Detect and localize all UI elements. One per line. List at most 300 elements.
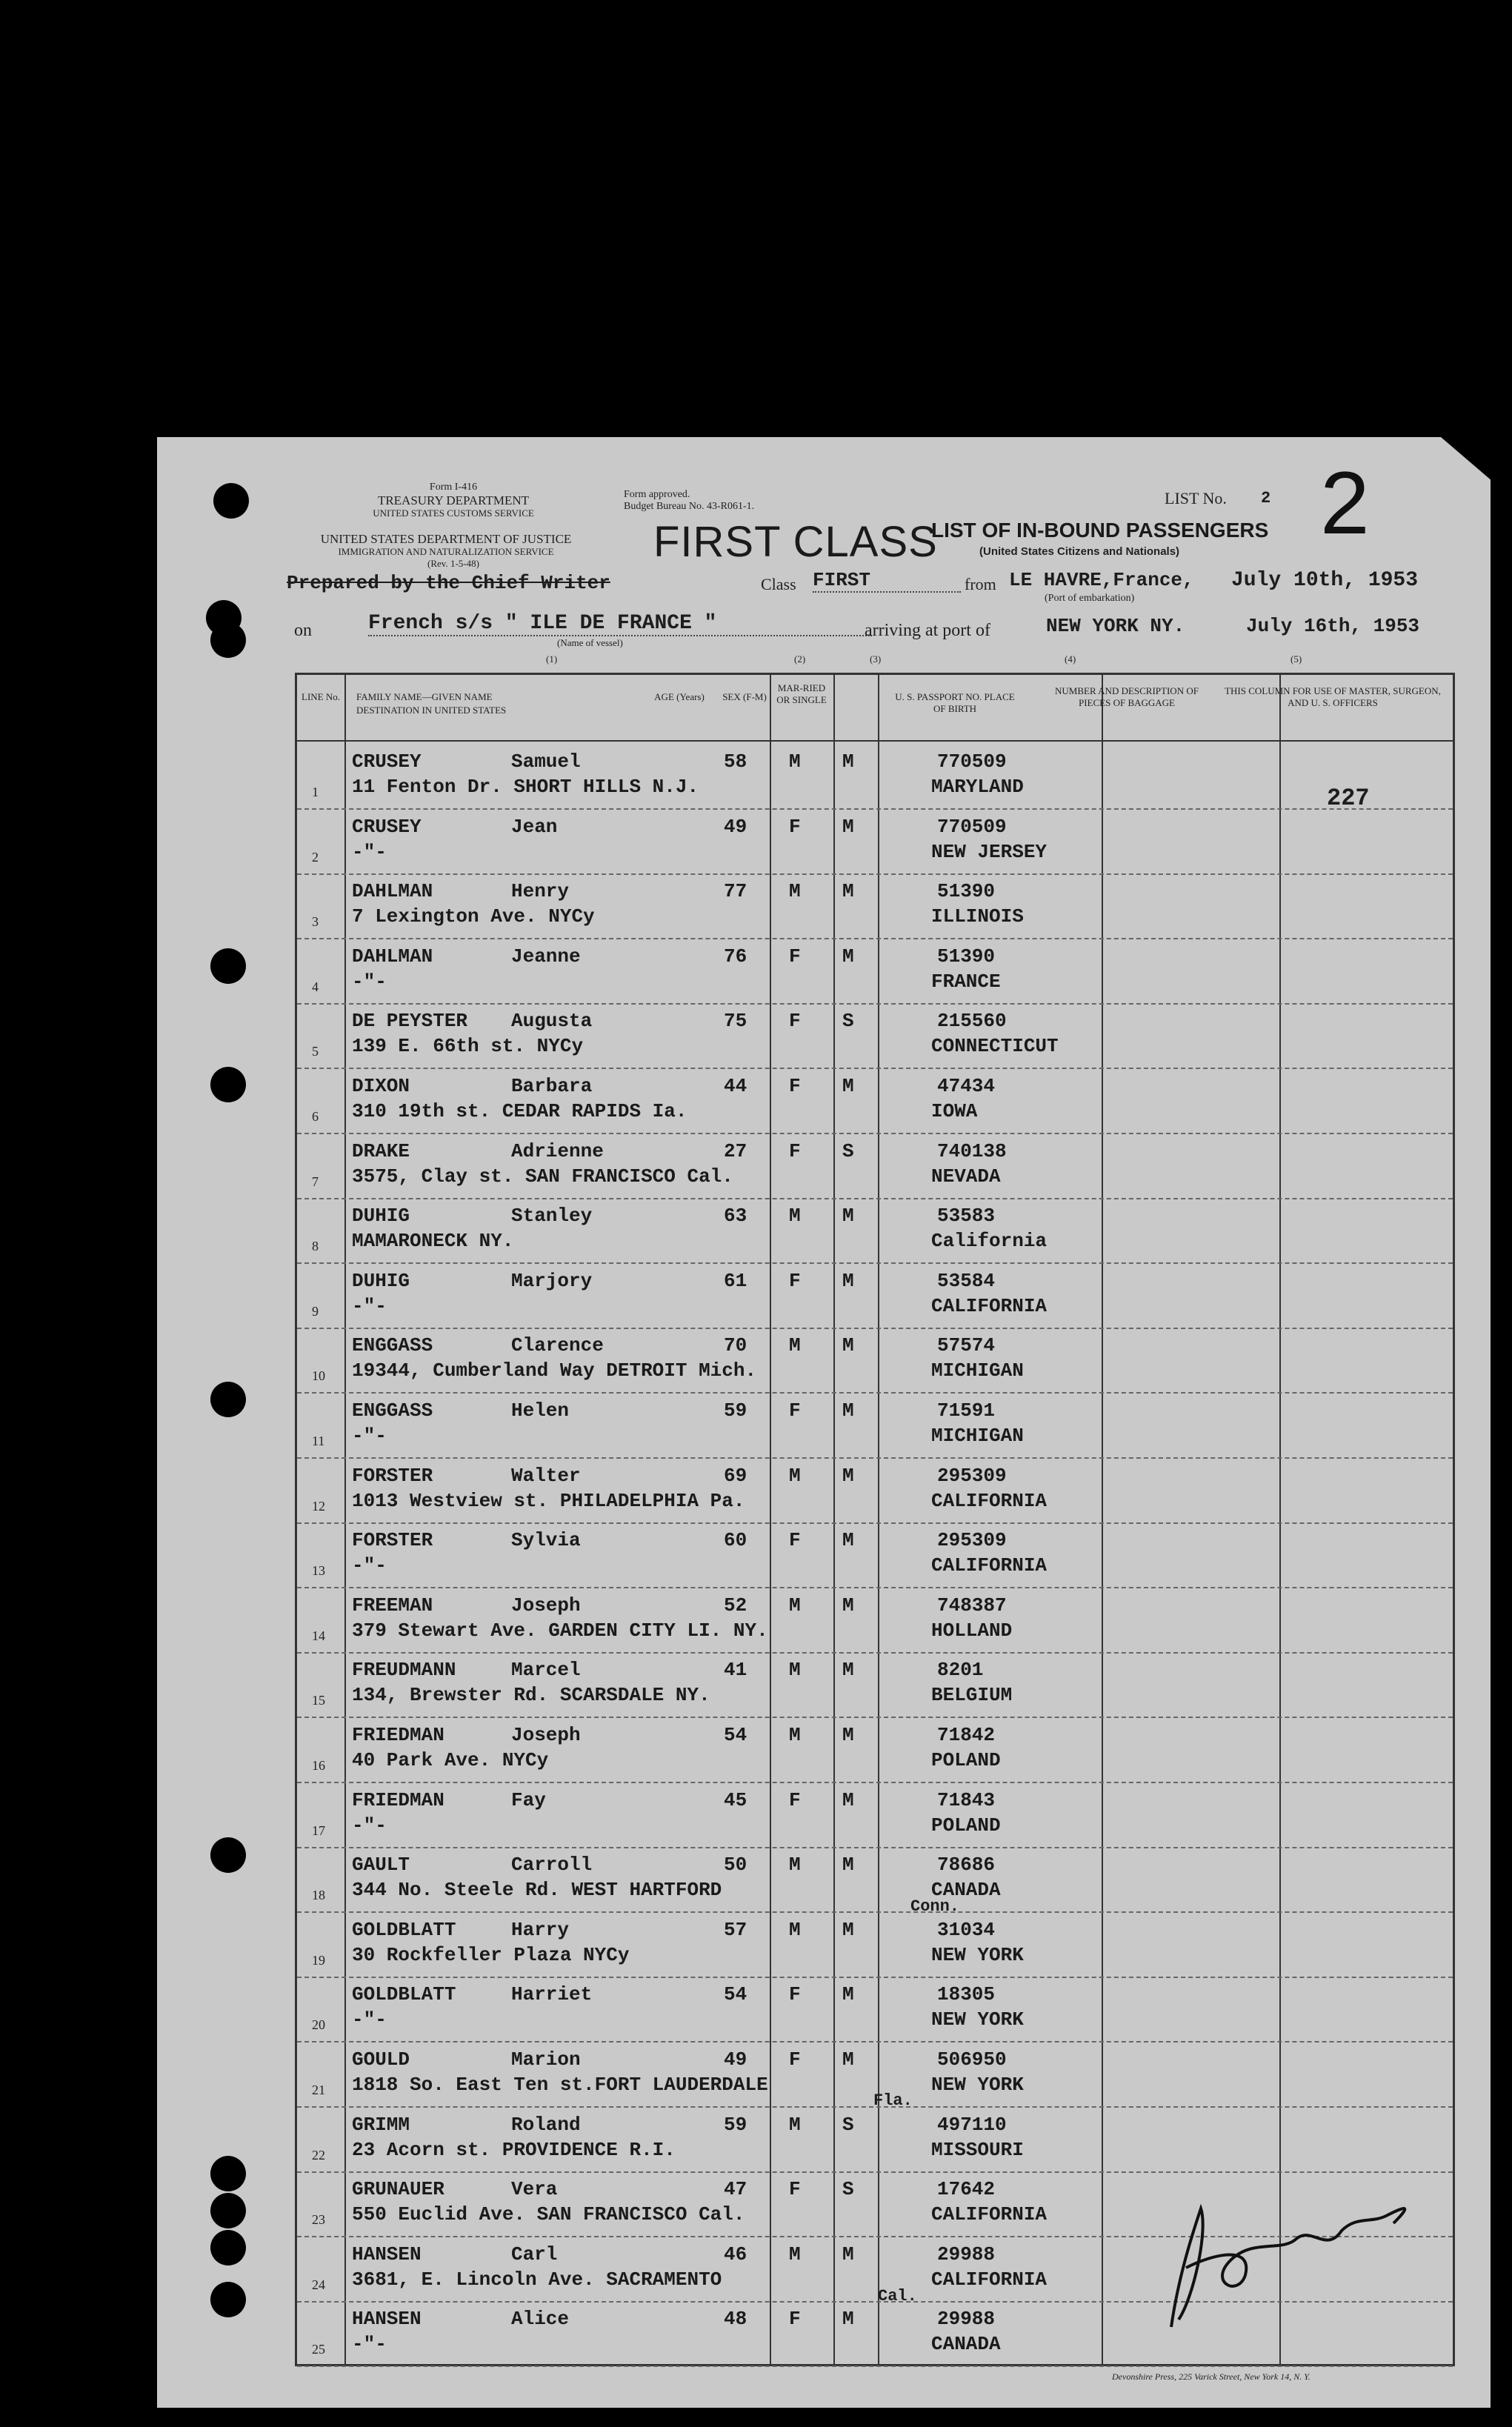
binder-hole [210,622,246,658]
marital-status: S [842,2113,854,2136]
line-number: 12 [312,1498,325,1514]
passport-number: 215560 [937,1010,1007,1033]
col-header-baggage: NUMBER AND DESCRIPTION OF PIECES OF BAGGAGE [1055,685,1199,708]
marital-status: M [842,1788,854,1811]
family-name: CRUSEY [352,750,422,773]
sex: F [789,1529,801,1552]
destination: 7 Lexington Ave. NYCy [352,905,595,928]
sex: M [789,750,801,773]
table-row [297,2106,1453,2173]
given-name: Sylvia [511,1529,581,1552]
family-name: GRUNAUER [352,2178,444,2201]
line-number: 4 [312,979,319,994]
form-id: Form I-416 [429,482,478,493]
form-revision: (Rev. 1-5-48) [427,558,479,569]
passport-number: 770509 [937,750,1007,773]
sex: F [789,815,801,838]
passport-number: 31034 [937,1918,996,1941]
departure-date: July 10th, 1953 [1231,569,1419,592]
family-name: GAULT [352,1854,410,1877]
sex: F [789,1788,801,1811]
given-name: Jeanne [511,945,581,968]
sex: F [789,1139,801,1162]
destination: 11 Fenton Dr. SHORT HILLS N.J. [352,776,699,798]
marital-status: S [842,1010,854,1033]
binder-hole [210,2156,246,2191]
col-header-passport: U. S. PASSPORT NO. PLACE OF BIRTH [895,691,1015,714]
place-of-birth: CALIFORNIA [931,2203,1048,2226]
passenger-table [295,673,1455,2382]
binder-hole [210,2282,246,2317]
marital-status: M [842,1918,854,1941]
given-name: Stanley [511,1205,593,1228]
given-name: Jean [511,815,558,838]
place-of-birth: NEW YORK [931,2074,1024,2096]
family-name: DUHIG [352,1269,410,1292]
marital-status: M [842,1854,854,1877]
family-name: GOULD [352,2048,410,2071]
given-name: Carl [511,2243,558,2265]
given-name: Marion [511,2048,581,2071]
table-row [297,1262,1453,1329]
table-row [297,743,1453,810]
sex: F [789,1075,801,1097]
destination: 3681, E. Lincoln Ave. SACRAMENTO [352,2268,722,2291]
line-number: 1 [312,785,319,799]
place-of-birth: CALIFORNIA [931,2268,1048,2291]
table-row [297,1587,1453,1654]
place-of-birth: IOWA [931,1100,978,1122]
given-name: Alice [511,2308,570,2331]
passport-number: 29988 [937,2243,996,2265]
arriving-label: arriving at port of [865,621,990,640]
passport-number: 71591 [937,1399,996,1422]
age: 44 [724,1075,747,1097]
sex: F [789,2178,801,2201]
binder-hole [213,483,249,519]
age: 61 [724,1269,747,1292]
line-number: 3 [312,914,319,930]
place-of-birth: FRANCE [931,970,1001,993]
sex: F [789,1010,801,1033]
family-name: GOLDBLATT [352,1918,456,1941]
place-of-birth: NEVADA [931,1165,1001,1188]
destination: 30 Rockfeller Plaza NYCy [352,1943,630,1966]
place-of-birth: MISSOURI [931,2138,1024,2161]
age: 77 [724,880,747,903]
table-row [297,1197,1453,1264]
col-num-2: (2) [794,653,806,665]
line-number: 10 [312,1368,325,1384]
line-number: 22 [312,2147,325,2163]
family-name: DIXON [352,1075,410,1097]
marital-status: M [842,2308,854,2331]
line-number: 21 [312,2083,325,2097]
marital-status: M [842,1205,854,1228]
given-name: Marcel [511,1659,581,1682]
line-number: 24 [312,2277,325,2292]
line-number: 8 [312,1239,319,1254]
margin-note-conn: Conn. [910,1897,960,1916]
sex: M [789,2113,801,2136]
given-name: Adrienne [511,1139,604,1162]
justice-dept: UNITED STATES DEPARTMENT OF JUSTICE [320,532,572,546]
family-name: DUHIG [352,1205,410,1228]
passport-number: 53584 [937,1269,996,1292]
place-of-birth: CANADA [931,2333,1001,2356]
table-row [297,808,1453,875]
destination: 139 E. 66th st. NYCy [352,1035,584,1058]
family-name: ENGGASS [352,1334,433,1357]
given-name: Carroll [511,1854,593,1877]
sex: M [789,1594,801,1617]
given-name: Barbara [511,1075,593,1097]
family-name: DE PEYSTER [352,1010,468,1033]
destination: 23 Acorn st. PROVIDENCE R.I. [352,2138,676,2161]
line-number: 13 [312,1563,325,1579]
family-name: ENGGASS [352,1399,433,1422]
place-of-birth: MARYLAND [931,776,1024,798]
destination: -"- [352,1554,387,1577]
age: 52 [724,1594,747,1617]
destination: 1013 Westview st. PHILADELPHIA Pa. [352,1489,745,1512]
passport-number: 78686 [937,1854,996,1877]
family-name: FORSTER [352,1529,433,1552]
destination: 3575, Clay st. SAN FRANCISCO Cal. [352,1165,733,1188]
age: 49 [724,2048,747,2071]
marital-status: M [842,815,854,838]
passport-number: 740138 [937,1139,1007,1162]
list-no-label: LIST No. [1165,489,1227,507]
place-of-birth: ILLINOIS [931,905,1024,928]
line-number: 7 [312,1173,319,1189]
passport-number: 53583 [937,1205,996,1228]
age: 45 [724,1788,747,1811]
destination: -"- [352,2008,387,2031]
destination: -"- [352,970,387,993]
sex: M [789,1205,801,1228]
marital-status: M [842,1529,854,1552]
table-row [297,873,1453,939]
family-name: FREEMAN [352,1594,433,1617]
line-number: 17 [312,1822,325,1838]
col-header-destination: DESTINATION IN UNITED STATES [356,705,507,716]
destination: 134, Brewster Rd. SCARSDALE NY. [352,1684,710,1707]
table-row [297,1457,1453,1524]
place-of-birth: CALIFORNIA [931,1294,1048,1317]
place-of-birth: CONNECTICUT [931,1035,1059,1058]
place-of-birth: CANADA [931,1879,1001,1902]
treasury-dept: TREASURY DEPARTMENT [377,493,530,507]
place-of-birth: NEW YORK [931,2008,1024,2031]
marital-status: M [842,1594,854,1617]
place-of-birth: MICHIGAN [931,1359,1024,1382]
destination: 344 No. Steele Rd. WEST HARTFORD [352,1879,722,1902]
passport-number: 295309 [937,1529,1007,1552]
sex: M [789,1334,801,1357]
table-row [297,1133,1453,1199]
sex: F [789,1399,801,1422]
place-of-birth: POLAND [931,1814,1001,1837]
given-name: Fay [511,1788,546,1811]
given-name: Marjory [511,1269,593,1292]
place-of-birth: CALIFORNIA [931,1489,1048,1512]
binder-hole [210,1067,246,1102]
given-name: Clarence [511,1334,604,1357]
table-row [297,1717,1453,1783]
on-label: on [294,621,312,640]
port-embark-note: (Port of embarkation) [1045,593,1135,604]
table-row [297,1846,1453,1913]
passport-number: 497110 [937,2113,1007,2136]
vessel-name: French s/s " ILE DE FRANCE " [368,612,872,636]
table-row [297,1976,1453,2043]
margin-note-fla: Fla. [873,2091,913,2110]
destination: -"- [352,1814,387,1837]
destination: -"- [352,1294,387,1317]
destination: 19344, Cumberland Way DETROIT Mich. [352,1359,757,1382]
age: 50 [724,1854,747,1877]
given-name: Joseph [511,1594,581,1617]
marital-status: M [842,1399,854,1422]
marital-status: M [842,1659,854,1682]
marital-status: M [842,1075,854,1097]
family-name: CRUSEY [352,815,422,838]
passport-number: 29988 [937,2308,996,2331]
given-name: Samuel [511,750,581,773]
destination: MAMARONECK NY. [352,1230,514,1253]
place-of-birth: HOLLAND [931,1619,1013,1642]
age: 54 [724,1724,747,1746]
table-row [297,1782,1453,1848]
age: 57 [724,1918,747,1941]
marital-status: M [842,1983,854,2006]
from-port: LE HAVRE,France, [1009,569,1194,591]
marital-status: M [842,1334,854,1357]
line-number: 2 [312,849,319,865]
line-number: 9 [312,1303,319,1319]
line-number: 20 [312,2017,325,2033]
table-row [297,1327,1453,1394]
family-name: FORSTER [352,1464,433,1487]
given-name: Augusta [511,1010,593,1033]
table-row [297,938,1453,1005]
age: 59 [724,1399,747,1422]
family-name: FRIEDMAN [352,1788,444,1811]
arrival-date: July 16th, 1953 [1246,615,1420,637]
sex: M [789,880,801,903]
age: 59 [724,2113,747,2136]
binder-hole [210,1837,246,1873]
family-name: DAHLMAN [352,945,433,968]
sex: F [789,2048,801,2071]
sex: M [789,1659,801,1682]
line-number: 18 [312,1888,325,1903]
list-subtitle: (United States Citizens and Nationals) [979,545,1180,558]
col-num-5: (5) [1290,653,1302,665]
family-name: FRIEDMAN [352,1724,444,1746]
passport-number: 8201 [937,1659,984,1682]
passport-number: 18305 [937,1983,996,2006]
col-num-3: (3) [870,653,882,665]
family-name: DRAKE [352,1139,410,1162]
passport-number: 57574 [937,1334,996,1357]
table-row [297,1651,1453,1718]
col-header-line-no: LINE No. [302,691,340,702]
age: 41 [724,1659,747,1682]
passport-number: 506950 [937,2048,1007,2071]
line-number: 16 [312,1758,325,1773]
age: 49 [724,815,747,838]
line-number: 11 [312,1434,325,1448]
age: 58 [724,750,747,773]
given-name: Walter [511,1464,581,1487]
passport-number: 71842 [937,1724,996,1746]
col-header-sex: SEX (F-M) [722,691,767,702]
line-number: 5 [312,1044,319,1059]
marital-status: M [842,1269,854,1292]
form-approved: Form approved. [624,489,690,500]
prepared-by: Prepared by the Chief Writer [287,572,610,594]
age: 69 [724,1464,747,1487]
passport-number: 51390 [937,880,996,903]
marital-status: M [842,2048,854,2071]
given-name: Harry [511,1918,570,1941]
given-name: Vera [511,2178,558,2201]
col-num-4: (4) [1065,653,1076,665]
passport-number: 295309 [937,1464,1007,1487]
line-number: 23 [312,2212,325,2228]
line-number: 25 [312,2342,325,2357]
passport-number: 51390 [937,945,996,968]
class-value: FIRST [813,569,961,593]
given-name: Henry [511,880,570,903]
age: 63 [724,1205,747,1228]
sex: M [789,1724,801,1746]
marital-status: M [842,880,854,903]
class-label: Class [761,575,796,593]
col-num-1: (1) [546,653,558,665]
list-no-value: 2 [1261,489,1271,507]
first-class-title: FIRST CLASS [653,518,938,566]
from-label: from [965,575,996,593]
place-of-birth: BELGIUM [931,1684,1013,1707]
given-name: Harriet [511,1983,593,2006]
marital-status: M [842,1724,854,1746]
vessel-note: (Name of vessel) [557,637,623,648]
age: 54 [724,1983,747,2006]
place-of-birth: NEW JERSEY [931,840,1048,863]
sex: M [789,1854,801,1877]
destination: -"- [352,1425,387,1447]
page-number: 2 [1320,453,1370,553]
sex: F [789,2308,801,2331]
age: 27 [724,1139,747,1162]
passport-number: 17642 [937,2178,996,2201]
sex: F [789,945,801,968]
sex: M [789,2243,801,2265]
sex: M [789,1464,801,1487]
given-name: Helen [511,1399,570,1422]
passport-number: 71843 [937,1788,996,1811]
family-name: FREUDMANN [352,1659,456,1682]
destination: -"- [352,2333,387,2356]
marital-status: M [842,1464,854,1487]
marital-status: M [842,945,854,968]
age: 70 [724,1334,747,1357]
line-number: 19 [312,1952,325,1968]
family-name: GRIMM [352,2113,410,2136]
marital-status: S [842,1139,854,1162]
age: 48 [724,2308,747,2331]
place-of-birth: California [931,1230,1048,1253]
destination: 310 19th st. CEDAR RAPIDS Ia. [352,1100,687,1122]
passport-number: 47434 [937,1075,996,1097]
col-header-age: AGE (Years) [654,691,705,702]
family-name: GOLDBLATT [352,1983,456,2006]
line-number: 14 [312,1628,325,1643]
binder-hole [210,2230,246,2265]
table-row [297,1068,1453,1134]
table-row [297,1392,1453,1459]
place-of-birth: CALIFORNIA [931,1554,1048,1577]
age: 60 [724,1529,747,1552]
line-number: 15 [312,1693,325,1708]
officer-note: 227 [1327,785,1370,812]
immigration-service: IMMIGRATION AND NATURALIZATION SERVICE [338,546,554,557]
place-of-birth: POLAND [931,1749,1001,1771]
sex: F [789,1983,801,2006]
family-name: HANSEN [352,2308,422,2331]
age: 46 [724,2243,747,2265]
printer-footer: Devonshire Press, 225 Varick Street, New York 14, N. Y. [1112,2371,1310,2382]
age: 76 [724,945,747,968]
age: 75 [724,1010,747,1033]
destination: -"- [352,840,387,863]
col-header-married: MAR-RIED OR SINGLE [776,682,827,705]
col-header-officers: THIS COLUMN FOR USE OF MASTER, SURGEON, AND U. S. OFFICERS [1225,685,1441,708]
sex: F [789,1269,801,1292]
customs-service: UNITED STATES CUSTOMS SERVICE [373,507,534,519]
destination: 379 Stewart Ave. GARDEN CITY LI. NY. [352,1619,768,1642]
marital-status: S [842,2178,854,2201]
sex: M [789,1918,801,1941]
destination: 1818 So. East Ten st.FORT LAUDERDALE [352,2074,768,2096]
margin-note-cal: Cal. [878,2287,917,2306]
family-name: DAHLMAN [352,880,433,903]
arrival-port: NEW YORK NY. [1046,615,1185,637]
binder-hole [210,1382,246,1417]
passport-number: 748387 [937,1594,1007,1617]
binder-hole [210,2193,246,2228]
given-name: Roland [511,2113,581,2136]
place-of-birth: NEW YORK [931,1943,1024,1966]
age: 47 [724,2178,747,2201]
budget-bureau: Budget Bureau No. 43-R061-1. [624,501,755,512]
destination: 40 Park Ave. NYCy [352,1749,549,1771]
table-row [297,1911,1453,1978]
col-header-family-name: FAMILY NAME—GIVEN NAME [356,691,493,702]
table-row [297,1522,1453,1588]
binder-hole [210,948,246,984]
passenger-manifest-page [157,437,1491,2408]
family-name: HANSEN [352,2243,422,2265]
line-number: 6 [312,1109,319,1124]
marital-status: M [842,2243,854,2265]
given-name: Joseph [511,1724,581,1746]
table-row [297,1002,1453,1069]
list-title: LIST OF IN-BOUND PASSENGERS [931,519,1269,542]
